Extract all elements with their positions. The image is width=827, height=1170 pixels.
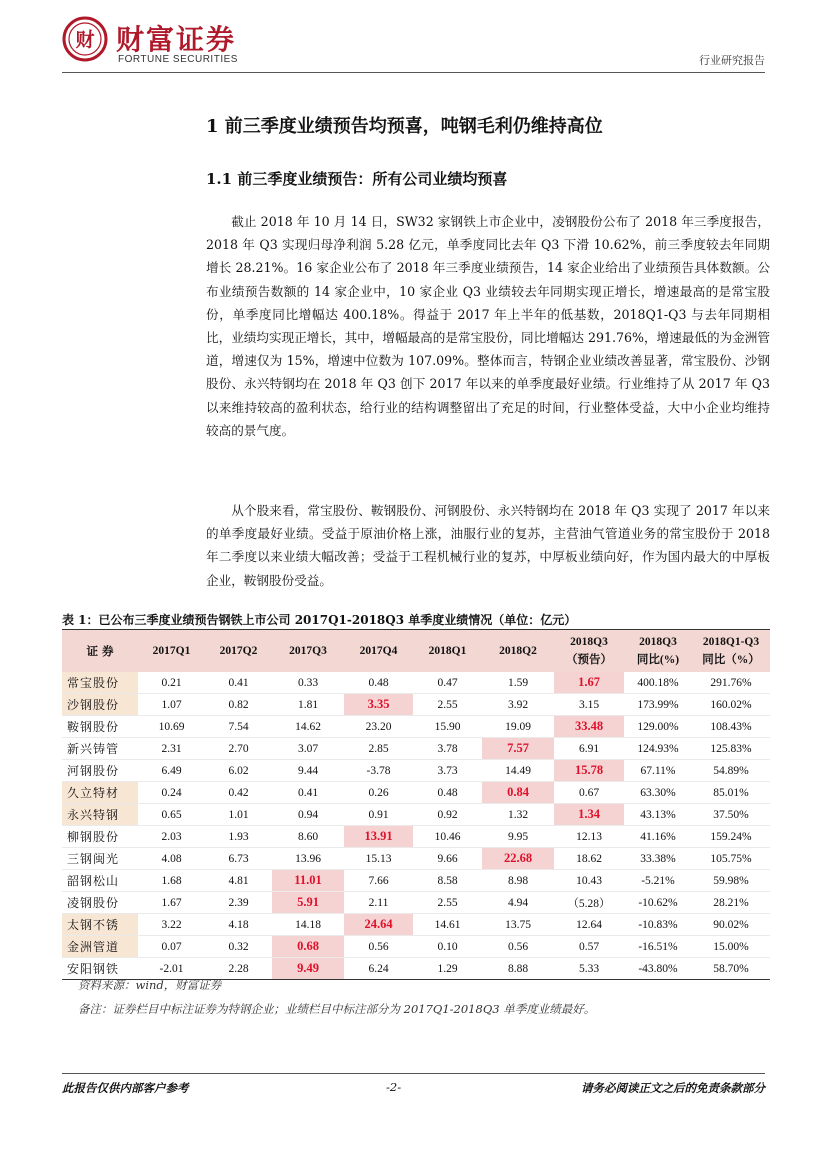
value-cell: 0.67	[554, 782, 624, 804]
table-row	[62, 914, 770, 936]
value-cell: 0.10	[413, 936, 482, 958]
value-cell: 33.38%	[624, 848, 692, 870]
value-cell: 12.64	[554, 914, 624, 936]
value-cell: 1.07	[138, 694, 205, 716]
value-cell: 173.99%	[624, 694, 692, 716]
security-name-cell: 柳钢股份	[62, 826, 138, 848]
value-cell: 400.18%	[624, 672, 692, 694]
value-cell: 2.39	[205, 892, 272, 914]
best-quarter-cell: 13.91	[344, 826, 413, 848]
table-note: 备注：证券栏目中标注证券为特钢企业；业绩栏目中标注部分为 2017Q1-2018Q3 单季度业绩最好。	[78, 1002, 596, 1016]
value-cell: 3.92	[482, 694, 554, 716]
value-cell: 41.16%	[624, 826, 692, 848]
value-cell: 291.76%	[692, 672, 770, 694]
header-divider	[62, 72, 765, 73]
value-cell: 0.32	[205, 936, 272, 958]
value-cell: 19.09	[482, 716, 554, 738]
value-cell: 0.57	[554, 936, 624, 958]
table-row	[62, 892, 770, 914]
value-cell: 0.82	[205, 694, 272, 716]
value-cell: 8.58	[413, 870, 482, 892]
table-row	[62, 848, 770, 870]
value-cell: 10.46	[413, 826, 482, 848]
value-cell: 10.43	[554, 870, 624, 892]
value-cell: 67.11%	[624, 760, 692, 782]
value-cell: 37.50%	[692, 804, 770, 826]
value-cell: 7.66	[344, 870, 413, 892]
value-cell: 0.91	[344, 804, 413, 826]
value-cell: 105.75%	[692, 848, 770, 870]
security-name-cell: 安阳钢铁	[62, 958, 138, 980]
value-cell: 125.83%	[692, 738, 770, 760]
value-cell: 14.49	[482, 760, 554, 782]
table-source: 资料来源：wind，财富证券	[78, 978, 222, 992]
value-cell: 3.22	[138, 914, 205, 936]
table-body	[62, 672, 770, 980]
value-cell: 6.73	[205, 848, 272, 870]
security-name-cell: 太钢不锈	[62, 914, 138, 936]
col-header-2018q2: 2018Q2	[482, 630, 554, 673]
value-cell: 1.32	[482, 804, 554, 826]
value-cell: -3.78	[344, 760, 413, 782]
subsection-heading: 1.1 前三季度业绩预告：所有公司业绩均预喜	[206, 170, 508, 188]
security-name-cell: 三钢闽光	[62, 848, 138, 870]
value-cell: -16.51%	[624, 936, 692, 958]
brand-name-en: FORTUNE SECURITIES	[118, 54, 238, 65]
table-caption: 表 1：已公布三季度业绩预告钢铁上市公司 2017Q1-2018Q3 单季度业绩情况（单位：亿元）	[62, 613, 577, 627]
col-header-2017q4: 2017Q4	[344, 630, 413, 673]
value-cell: 3.07	[272, 738, 344, 760]
best-quarter-cell: 0.84	[482, 782, 554, 804]
value-cell: 4.81	[205, 870, 272, 892]
value-cell: 9.66	[413, 848, 482, 870]
value-cell: 0.24	[138, 782, 205, 804]
table-row	[62, 694, 770, 716]
value-cell: 2.11	[344, 892, 413, 914]
value-cell: 3.15	[554, 694, 624, 716]
best-quarter-cell: 1.67	[554, 672, 624, 694]
value-cell: 63.30%	[624, 782, 692, 804]
value-cell: 6.49	[138, 760, 205, 782]
best-quarter-cell: 33.48	[554, 716, 624, 738]
body-paragraph-2: 从个股来看，常宝股份、鞍钢股份、河钢股份、永兴特钢均在 2018 年 Q3 实现了 2017 年以来的单季度最好业绩。受益于原油价格上涨，油服行业的复苏，主营油气管道业务的常宝股份于 2018 年二季度以来业绩大幅改善；受益于工程机械行业的复苏，中厚板业绩向好，作为国内最大的中厚板企业，鞍钢股份受益。	[206, 503, 770, 588]
value-cell: 10.69	[138, 716, 205, 738]
value-cell: 14.61	[413, 914, 482, 936]
best-quarter-cell: 0.68	[272, 936, 344, 958]
value-cell: 5.33	[554, 958, 624, 980]
value-cell: 18.62	[554, 848, 624, 870]
value-cell: 1.01	[205, 804, 272, 826]
value-cell: 3.78	[413, 738, 482, 760]
value-cell: 0.92	[413, 804, 482, 826]
value-cell: 2.70	[205, 738, 272, 760]
value-cell: 0.33	[272, 672, 344, 694]
value-cell: 108.43%	[692, 716, 770, 738]
col-header-2017q3: 2017Q3	[272, 630, 344, 673]
value-cell: 1.68	[138, 870, 205, 892]
value-cell: -5.21%	[624, 870, 692, 892]
value-cell: 129.00%	[624, 716, 692, 738]
table-row	[62, 760, 770, 782]
col-header-security: 证 券	[62, 630, 138, 673]
col-header-2018q3-forecast	[554, 630, 624, 673]
security-name-cell: 常宝股份	[62, 672, 138, 694]
security-name-cell: 金洲管道	[62, 936, 138, 958]
value-cell: 54.89%	[692, 760, 770, 782]
col-header-2018q3-line1: 2018Q3	[570, 636, 608, 648]
value-cell: 23.20	[344, 716, 413, 738]
value-cell: 13.75	[482, 914, 554, 936]
footer-disclaimer-right: 请务必阅读正文之后的免责条款部分	[581, 1081, 765, 1095]
table-row	[62, 782, 770, 804]
value-cell: 0.41	[272, 782, 344, 804]
best-quarter-cell: 15.78	[554, 760, 624, 782]
best-quarter-cell: 9.49	[272, 958, 344, 980]
value-cell: 0.56	[482, 936, 554, 958]
value-cell: 159.24%	[692, 826, 770, 848]
value-cell: 12.13	[554, 826, 624, 848]
report-type: 行业研究报告	[699, 54, 765, 67]
earnings-table	[62, 629, 770, 980]
value-cell: 0.48	[344, 672, 413, 694]
body-paragraph-1: 截止 2018 年 10 月 14 日，SW32 家钢铁上市企业中，凌钢股份公布了 2018 年三季度报告，2018 年 Q3 实现归母净利润 5.28 亿元，单季度同比去年 Q3 下滑 10.62%，前三季度较去年同期增长 28.21%。16 家企业公布了 2018 年三季度业绩预告，14 家企业给出了业绩预告具体数额。公布业绩预告数额的 14 家企业中，10 家企业 Q3 业绩较去年同期实现正增长，增速最高的是常宝股份，单季度同比增幅达 400.18%。得益于 2017 年上半年的低基数，2018Q1-Q3 与去年同期相比，业绩均实现正增长，其中，增幅最高的是常宝股份，同比增幅达 291.76%，增速最低的为金洲管道，增速仅为 15%，增速中位数为 107.09%。整体而言，特钢企业业绩改善显著，常宝股份、沙钢股份、永兴特钢均在 2018 年 Q3 创下 2017 年以来的单季度最好业绩。行业维持了从 2017 年 Q3 以来维持较高的盈利状态，给行业的结构调整留出了充足的时间，行业整体受益，大中小企业均维持较高的景气度。	[206, 214, 770, 438]
security-name-cell: 凌钢股份	[62, 892, 138, 914]
value-cell: 15.13	[344, 848, 413, 870]
value-cell: 0.26	[344, 782, 413, 804]
value-cell: 6.91	[554, 738, 624, 760]
best-quarter-cell: 5.91	[272, 892, 344, 914]
page-header	[0, 0, 827, 80]
value-cell: 4.94	[482, 892, 554, 914]
value-cell: 15.90	[413, 716, 482, 738]
table-row	[62, 936, 770, 958]
col-header-yoy-line2: 同比(%)	[636, 654, 680, 666]
value-cell: 8.88	[482, 958, 554, 980]
table-row	[62, 826, 770, 848]
section-heading: 1 前三季度业绩预告均预喜，吨钢毛利仍维持高位	[206, 116, 603, 137]
value-cell: 0.94	[272, 804, 344, 826]
value-cell: 0.65	[138, 804, 205, 826]
col-header-ytd-line2: 同比（%）	[702, 654, 760, 666]
security-name-cell: 沙钢股份	[62, 694, 138, 716]
table-row	[62, 870, 770, 892]
col-header-ytd-line1: 2018Q1-Q3	[702, 636, 760, 648]
col-header-2017q2: 2017Q2	[205, 630, 272, 673]
col-header-ytd-yoy	[692, 630, 770, 673]
value-cell: 9.44	[272, 760, 344, 782]
value-cell: 6.24	[344, 958, 413, 980]
value-cell: -43.80%	[624, 958, 692, 980]
col-header-yoy-line1: 2018Q3	[639, 636, 677, 648]
value-cell: -10.62%	[624, 892, 692, 914]
value-cell: 6.02	[205, 760, 272, 782]
value-cell: 1.81	[272, 694, 344, 716]
value-cell: 0.42	[205, 782, 272, 804]
security-name-cell: 鞍钢股份	[62, 716, 138, 738]
col-header-2018q3-yoy	[624, 630, 692, 673]
value-cell: 2.03	[138, 826, 205, 848]
value-cell: 14.62	[272, 716, 344, 738]
value-cell: 0.41	[205, 672, 272, 694]
col-header-2018q3-line2: （预告）	[566, 654, 612, 666]
table-row	[62, 716, 770, 738]
table-row	[62, 672, 770, 694]
value-cell: 2.28	[205, 958, 272, 980]
best-quarter-cell: 11.01	[272, 870, 344, 892]
value-cell: 0.56	[344, 936, 413, 958]
best-quarter-cell: 22.68	[482, 848, 554, 870]
security-name-cell: 永兴特钢	[62, 804, 138, 826]
value-cell: 15.00%	[692, 936, 770, 958]
value-cell: 4.08	[138, 848, 205, 870]
best-quarter-cell: 1.34	[554, 804, 624, 826]
value-cell: 0.48	[413, 782, 482, 804]
value-cell: 124.93%	[624, 738, 692, 760]
value-cell: 2.31	[138, 738, 205, 760]
value-cell: -10.83%	[624, 914, 692, 936]
table-row	[62, 738, 770, 760]
value-cell: 43.13%	[624, 804, 692, 826]
fortune-seal-logo-icon	[62, 16, 108, 62]
value-cell: 0.47	[413, 672, 482, 694]
value-cell: 1.67	[138, 892, 205, 914]
best-quarter-cell: 24.64	[344, 914, 413, 936]
seal-glyph: 财	[75, 29, 95, 51]
value-cell: 0.21	[138, 672, 205, 694]
col-header-2017q1: 2017Q1	[138, 630, 205, 673]
security-name-cell: 新兴铸管	[62, 738, 138, 760]
value-cell: 90.02%	[692, 914, 770, 936]
value-cell: 8.60	[272, 826, 344, 848]
value-cell: 28.21%	[692, 892, 770, 914]
value-cell: 3.73	[413, 760, 482, 782]
security-name-cell: 韶钢松山	[62, 870, 138, 892]
security-name-cell: 河钢股份	[62, 760, 138, 782]
value-cell: 8.98	[482, 870, 554, 892]
footer-divider	[62, 1073, 765, 1074]
value-cell: -2.01	[138, 958, 205, 980]
value-cell: 85.01%	[692, 782, 770, 804]
value-cell: 2.55	[413, 694, 482, 716]
value-cell: 13.96	[272, 848, 344, 870]
value-cell: 1.29	[413, 958, 482, 980]
value-cell: 1.93	[205, 826, 272, 848]
table-header-row	[62, 630, 770, 673]
value-cell: 7.54	[205, 716, 272, 738]
best-quarter-cell: 3.35	[344, 694, 413, 716]
value-cell: 2.55	[413, 892, 482, 914]
security-name-cell: 久立特材	[62, 782, 138, 804]
value-cell: 9.95	[482, 826, 554, 848]
value-cell: （5.28）	[554, 892, 624, 914]
best-quarter-cell: 7.57	[482, 738, 554, 760]
value-cell: 0.07	[138, 936, 205, 958]
page-number: -2-	[386, 1080, 402, 1094]
value-cell: 1.59	[482, 672, 554, 694]
value-cell: 58.70%	[692, 958, 770, 980]
value-cell: 2.85	[344, 738, 413, 760]
value-cell: 160.02%	[692, 694, 770, 716]
table-row	[62, 804, 770, 826]
brand-name-cn: 财富证券	[116, 23, 237, 56]
footer-disclaimer-left: 此报告仅供内部客户参考	[62, 1081, 189, 1095]
value-cell: 4.18	[205, 914, 272, 936]
value-cell: 14.18	[272, 914, 344, 936]
col-header-2018q1: 2018Q1	[413, 630, 482, 673]
value-cell: 59.98%	[692, 870, 770, 892]
